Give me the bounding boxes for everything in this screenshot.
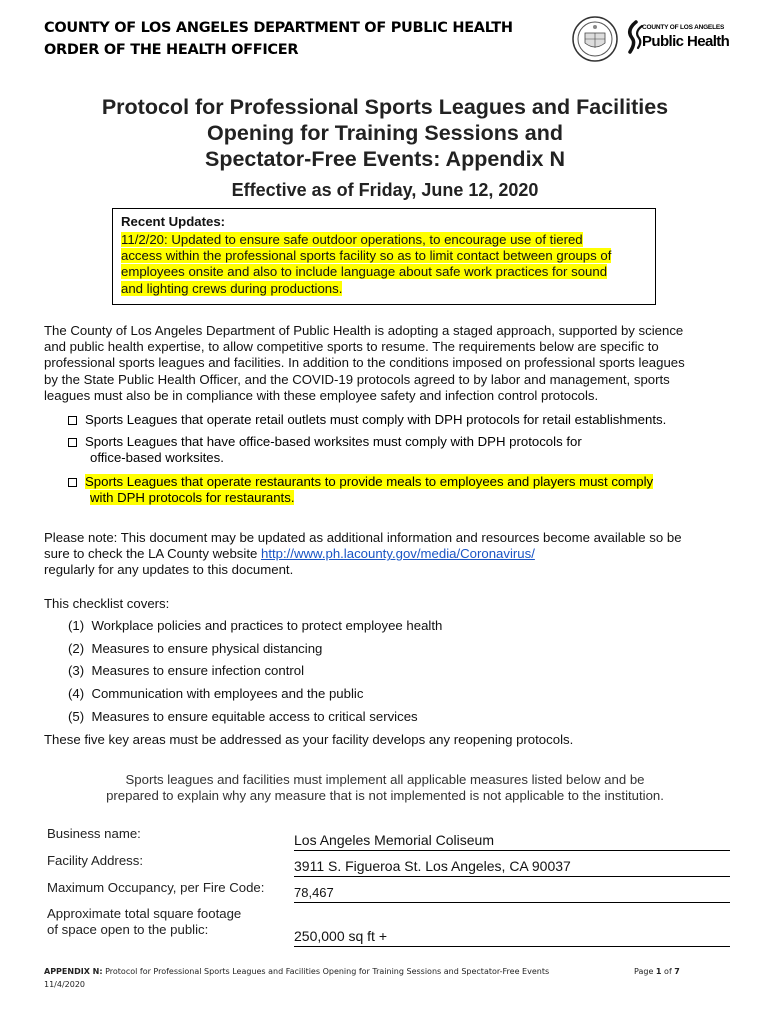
business-name-field[interactable]: Los Angeles Memorial Coliseum [294, 832, 730, 851]
please-note-paragraph [44, 530, 744, 579]
covers-heading: This checklist covers: [44, 596, 170, 611]
public-health-logo [622, 20, 732, 60]
covers-item: (3) Measures to ensure infection control [68, 663, 305, 678]
checklist-item-restaurants [68, 474, 748, 506]
checklist-text-cont: office-based worksites. [90, 450, 224, 465]
max-occupancy-field[interactable]: 78,467 [294, 885, 730, 903]
update-line: employees onsite and also to include language about safe work practices for sound [121, 264, 608, 280]
recent-updates-heading: Recent Updates: [121, 214, 226, 229]
square-footage-field[interactable]: 250,000 sq ft + [294, 928, 730, 947]
covers-item: (2) Measures to ensure physical distancing [68, 641, 323, 656]
checklist-text: Sports Leagues that operate retail outlets must comply with DPH protocols for retail establishments. [85, 412, 667, 427]
facility-address-label: Facility Address: [47, 853, 144, 868]
logo-large-text: Public Health [642, 33, 730, 50]
checklist-text: Sports Leagues that operate restaurants to provide meals to employees and players must comply [85, 474, 654, 489]
effective-date: Effective as of Friday, June 12, 2020 [231, 180, 539, 200]
checkbox-icon[interactable] [68, 478, 77, 487]
max-occupancy-label: Maximum Occupancy, per Fire Code: [47, 880, 265, 895]
note-line-prefix: sure to check the LA County website [44, 546, 261, 562]
facility-address-field[interactable]: 3911 S. Figueroa St. Los Angeles, CA 90037 [294, 858, 730, 877]
intro-paragraph [44, 323, 734, 404]
square-footage-label: Approximate total square footage of space open to the public: [47, 906, 242, 937]
covers-item: (4) Communication with employees and the public [68, 686, 364, 701]
checklist-item-office [68, 434, 728, 466]
update-line: 11/2/20: Updated to ensure safe outdoor operations, to encourage use of tiered [121, 232, 583, 247]
checkbox-icon[interactable] [68, 416, 77, 425]
checklist-text: Sports Leagues that have office-based worksites must comply with DPH protocols for [85, 434, 582, 449]
title-line-1: Protocol for Professional Sports Leagues and Facilities [101, 95, 669, 119]
recent-updates-text [121, 232, 611, 297]
instructions-line: Sports leagues and facilities must implement all applicable measures listed below and be [125, 772, 645, 787]
header-line-1: COUNTY OF LOS ANGELES DEPARTMENT OF PUBLIC HEALTH [44, 20, 513, 36]
title-line-3: Spectator-Free Events: Appendix N [205, 147, 565, 171]
business-name-label: Business name: [47, 826, 141, 841]
intro-line: by the State Public Health Officer, and the COVID-19 protocols agreed to by labor and management, sports [44, 371, 670, 387]
covers-footer: These five key areas must be addressed as your facility develops any reopening protocols. [44, 732, 574, 747]
intro-line: leagues must also be in compliance with these employee safety and infection control protocols. [44, 387, 599, 403]
checklist-text-cont: with DPH protocols for restaurants. [90, 490, 295, 505]
county-seal-icon [572, 16, 618, 62]
covers-item: (5) Measures to ensure equitable access to critical services [68, 709, 418, 724]
header-line-2: ORDER OF THE HEALTH OFFICER [44, 42, 299, 58]
footer-date: 11/4/2020 [44, 980, 86, 989]
la-county-website-link[interactable]: http://www.ph.lacounty.gov/media/Coronavirus/ [260, 546, 535, 562]
title-line-2: Opening for Training Sessions and [207, 121, 563, 145]
checkbox-icon[interactable] [68, 438, 77, 447]
footer-appendix: APPENDIX N: Protocol for Professional Sports Leagues and Facilities Opening for Training Sessions and Spectator-Free Events [44, 967, 550, 976]
note-line: regularly for any updates to this document. [44, 562, 294, 578]
update-line: and lighting crews during productions. [121, 280, 343, 296]
instructions-line: prepared to explain why any measure that is not implemented is not applicable to the institution. [106, 788, 664, 804]
intro-line: The County of Los Angeles Department of Public Health is adopting a staged approach, supported by science [44, 323, 684, 338]
intro-line: and public health expertise, to allow competitive sports to resume. The requirements below are specific to [44, 339, 659, 355]
update-line: access within the professional sports facility so as to limit contact between groups of [121, 248, 612, 264]
note-line: Please note: This document may be updated as additional information and resources become available so be [44, 530, 682, 545]
logo-small-text: COUNTY OF LOS ANGELES [642, 24, 725, 31]
instructions [0, 772, 770, 804]
covers-item: (1) Workplace policies and practices to protect employee health [68, 618, 443, 633]
intro-line: professional sports leagues and facilities. In addition to the conditions imposed on professional sports leagues [44, 355, 685, 371]
page-number: Page 1 of 7 [634, 967, 680, 976]
checklist-item-retail [68, 412, 728, 428]
